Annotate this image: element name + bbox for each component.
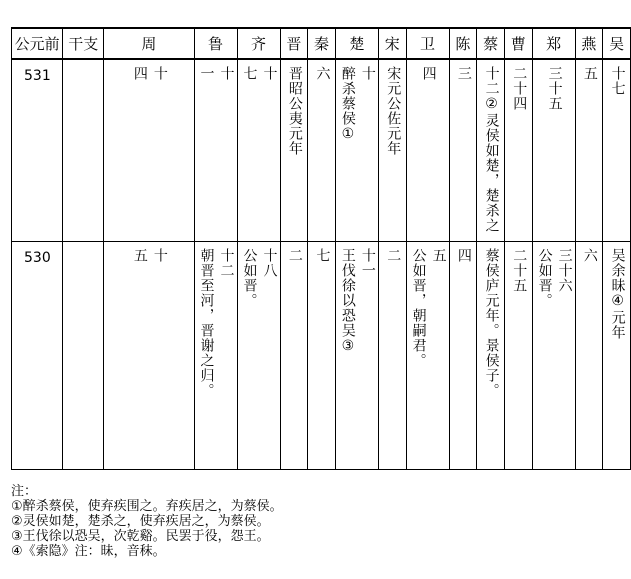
chen-cell: 三 <box>449 59 477 242</box>
header-cell: 郑 <box>532 28 575 59</box>
jin-cell: 晋昭公夷元年 <box>280 59 308 242</box>
zheng-cell: 三十五 <box>532 59 575 242</box>
note-line: ①醉杀蔡侯，使弃疾围之。弃疾居之，为蔡侯。 <box>11 499 283 514</box>
header-row <box>12 28 631 59</box>
cai-cell: 蔡侯庐元年。景侯子。 <box>477 242 505 470</box>
song-cell: 二 <box>378 242 406 470</box>
year-cell: 530 <box>12 242 63 470</box>
chu-cell: 十一 王伐徐以恐吴③ <box>335 242 378 470</box>
wei-cell: 四 <box>406 59 449 242</box>
header-cell: 秦 <box>308 28 336 59</box>
note-line: ③王伐徐以恐吴，次乾谿。民罢于役，怨王。 <box>11 529 270 544</box>
header-cell: 卫 <box>406 28 449 59</box>
header-cell: 燕 <box>575 28 603 59</box>
chen-cell: 四 <box>449 242 477 470</box>
yan-cell: 五 <box>575 59 603 242</box>
header-cell: 齐 <box>237 28 280 59</box>
qin-cell: 七 <box>308 242 336 470</box>
header-cell: 周 <box>104 28 194 59</box>
chronology-table <box>11 27 631 470</box>
table-row <box>12 242 631 470</box>
header-cell: 鲁 <box>194 28 237 59</box>
cai-cell: 十二②灵侯如楚，楚杀之 <box>477 59 505 242</box>
qi-cell: 十八 公如晋。 <box>237 242 280 470</box>
qi-cell: 十 七 <box>237 59 280 242</box>
header-cell: 曹 <box>504 28 532 59</box>
header-cell: 公元前 <box>12 28 63 59</box>
header-cell: 陈 <box>449 28 477 59</box>
zhou-cell: 十 四 <box>104 59 194 242</box>
lu-cell: 十 一 <box>194 59 237 242</box>
year-cell: 531 <box>12 59 63 242</box>
table-row <box>12 59 631 242</box>
lu-cell: 十二 朝晋至河，晋谢之归。 <box>194 242 237 470</box>
wu-cell: 十七 <box>603 59 631 242</box>
yan-cell: 六 <box>575 242 603 470</box>
header-cell: 晋 <box>280 28 308 59</box>
header-cell: 楚 <box>335 28 378 59</box>
qin-cell: 六 <box>308 59 336 242</box>
ganzhi-cell <box>63 242 104 470</box>
zheng-cell: 三十六 公如晋。 <box>532 242 575 470</box>
cao-cell: 二十五 <box>504 242 532 470</box>
song-cell: 宋元公佐元年 <box>378 59 406 242</box>
note-line: ②灵侯如楚，楚杀之，使弃疾居之，为蔡侯。 <box>11 514 270 529</box>
jin-cell: 二 <box>280 242 308 470</box>
header-cell: 干支 <box>63 28 104 59</box>
notes <box>11 484 283 559</box>
header-cell: 蔡 <box>477 28 505 59</box>
header-cell: 宋 <box>378 28 406 59</box>
note-line: ④《索隐》注：昧，音秣。 <box>11 544 166 559</box>
zhou-cell: 十 五 <box>104 242 194 470</box>
wu-cell: 吴余昧④元年 <box>603 242 631 470</box>
wei-cell: 五 公如晋，朝嗣君。 <box>406 242 449 470</box>
cao-cell: 二十四 <box>504 59 532 242</box>
chu-cell: 十 醉杀蔡侯① <box>335 59 378 242</box>
notes-title: 注： <box>11 484 38 499</box>
header-cell: 吴 <box>603 28 631 59</box>
ganzhi-cell <box>63 59 104 242</box>
